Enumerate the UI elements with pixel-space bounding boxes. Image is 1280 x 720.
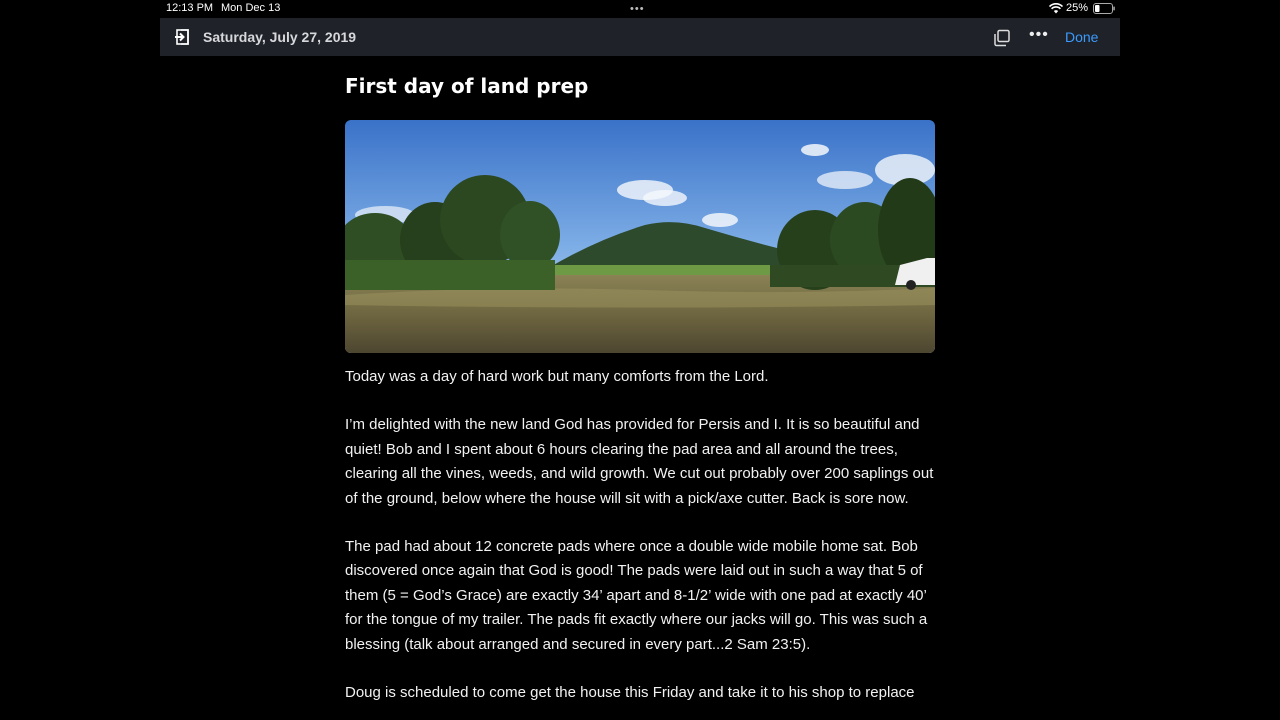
status-time: 12:13 PM — [166, 2, 214, 14]
entry-paragraph: The pad had about 12 concrete pads where once a double wide mobile home sat. Bob discovered once again that God is good! The pads were laid out in such a way that 5 of them (5 = God’s Grace) are exactly 34’ apart and 8-1/2’ wide with one pad at exactly 40’ for the tongue of my trailer. The pads fit exactly where our jacks will go. This was such a blessing (talk about arranged and secured in every part...2 Sam 23:5). — [345, 538, 928, 653]
battery-percentage: 25% — [1066, 2, 1089, 14]
more-options-icon[interactable]: ••• — [1029, 26, 1049, 43]
panorama-photo[interactable] — [345, 120, 935, 353]
multitasking-dots-icon[interactable]: ••• — [630, 3, 645, 15]
done-button[interactable]: Done — [1065, 29, 1099, 45]
battery-icon — [1093, 3, 1115, 14]
entry-paragraph: Today was a day of hard work but many comforts from the Lord. — [345, 368, 769, 385]
entry-title[interactable]: First day of land prep — [345, 74, 589, 98]
entry-body[interactable] — [345, 365, 937, 720]
status-date: Mon Dec 13 — [221, 2, 281, 14]
wifi-icon — [1049, 3, 1063, 14]
entry-toolbar — [160, 18, 1120, 56]
exit-entry-icon[interactable] — [172, 27, 192, 47]
duplicate-icon[interactable] — [992, 28, 1012, 48]
entry-paragraph: I’m delighted with the new land God has provided for Persis and I. It is so beautiful and quiet! Bob and I spent about 6 hours clearing the pad area and all around the trees, clearing all the vines, weeds, and wild growth. We cut out probably over 200 saplings out of the ground, below where the house will sit with a pick/axe cutter. Back is sore now. — [345, 416, 934, 507]
entry-paragraph: Doug is scheduled to come get the house this Friday and take it to his shop to replace — [345, 684, 915, 702]
ipad-screen — [160, 0, 1120, 720]
status-bar — [160, 0, 1120, 18]
entry-date[interactable]: Saturday, July 27, 2019 — [203, 29, 357, 45]
